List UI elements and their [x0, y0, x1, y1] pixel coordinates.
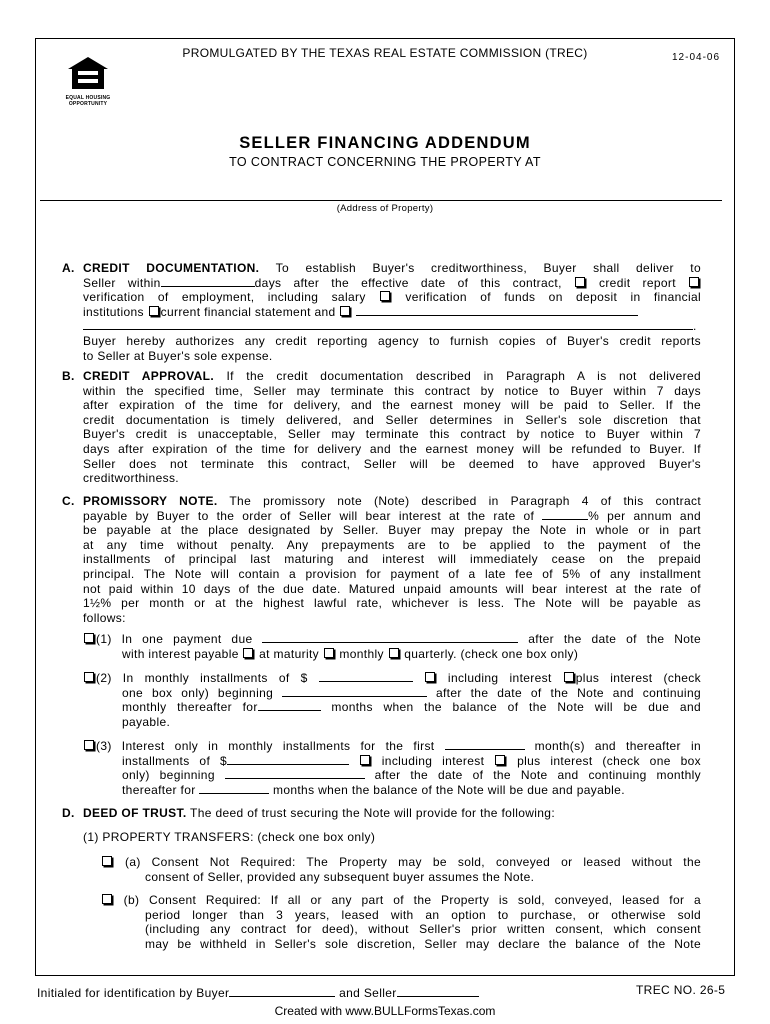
installment-amount-field[interactable]: [227, 754, 349, 765]
other-document-checkbox[interactable]: [340, 306, 350, 316]
other-document-field-2[interactable]: [83, 319, 693, 330]
form-date: 12-04-06: [672, 52, 721, 63]
section-b-heading: CREDIT APPROVAL.: [83, 369, 215, 383]
property-transfers-heading: (1) PROPERTY TRANSFERS: (check one box only): [83, 830, 376, 844]
section-b: CREDIT APPROVAL. If the credit documentation described in Paragraph A is not delivered within the specified time, Seller may terminate this contract by notice to Buyer within 7 days after expiration of the time for delivery, and the earnest money will be paid to Seller. If the credit documentation is timely delivered, and Seller determines in Seller's sole discretion that Buyer's credit is unacceptable, Seller may terminate this contract by notice to Buyer within 7 days after expiration of the time for delivery and the earnest money will be refunded to Buyer. If Seller does not terminate this contract, Seller will be deemed to have approved Buyer's creditworthiness.: [83, 369, 701, 486]
one-payment-due-field[interactable]: [262, 632, 518, 643]
initials-line: Initialed for identification by Buyer and Seller: [37, 986, 479, 1000]
logo-caption-1: EQUAL HOUSING: [65, 95, 111, 101]
quarterly-checkbox[interactable]: [389, 648, 399, 658]
consent-required-checkbox[interactable]: [102, 894, 112, 904]
option-3-plus-interest-checkbox[interactable]: [495, 755, 505, 765]
section-d-heading: DEED OF TRUST.: [83, 806, 187, 820]
address-field[interactable]: [40, 200, 722, 201]
option-3-months-field[interactable]: [199, 783, 269, 794]
section-d-label: D.: [62, 806, 75, 820]
section-c-label: C.: [62, 494, 75, 508]
section-a: CREDIT DOCUMENTATION. To establish Buyer's creditworthiness, Buyer shall deliver to Seller within days after the effective date of this contract, credit report verification of employment, including salary verification of funds on deposit in financial institutions current financial statement and . Buyer hereby authorizes any credit reporting agency to furnish copies of Buyer's credit reports to Seller at Buyer's sole expense.: [83, 261, 702, 363]
section-b-label: B.: [62, 369, 75, 383]
logo-caption-2: OPPORTUNITY: [68, 101, 108, 107]
address-caption: (Address of Property): [336, 203, 434, 214]
section-a-label: A.: [62, 261, 75, 275]
installments-beginning-field[interactable]: [282, 686, 427, 697]
including-interest-checkbox[interactable]: [425, 672, 435, 682]
buyer-initials-field[interactable]: [229, 986, 335, 997]
interest-only-months-field[interactable]: [445, 739, 525, 750]
document-subtitle: TO CONTRACT CONCERNING THE PROPERTY AT: [229, 155, 541, 169]
monthly-checkbox[interactable]: [324, 648, 334, 658]
credit-days-field[interactable]: [161, 276, 255, 287]
equal-housing-icon: [66, 56, 110, 90]
payment-option-2: (2) In monthly installments of $ including interest plus interest (check one box only) beginning after the date of the Note and continuing monthly thereafter for months when the balance of the Note will be due and payable.: [83, 671, 701, 729]
section-c-heading: PROMISSORY NOTE.: [83, 494, 218, 508]
interest-rate-field[interactable]: [542, 509, 588, 520]
credit-report-checkbox[interactable]: [575, 277, 585, 287]
section-a-heading: CREDIT DOCUMENTATION.: [83, 261, 260, 275]
form-number: TREC NO. 26-5: [636, 983, 726, 997]
section-d: DEED OF TRUST. The deed of trust securing the Note will provide for the following:: [83, 806, 556, 820]
option-1-checkbox[interactable]: [84, 633, 94, 643]
at-maturity-checkbox[interactable]: [243, 648, 253, 658]
consent-not-required: (a) Consent Not Required: The Property may be sold, conveyed or leased without the consent of Seller, provided any subsequent buyer assumes the Note.: [101, 855, 701, 884]
section-c: PROMISSORY NOTE. The promissory note (Note) described in Paragraph 4 of this contract payable by Buyer to the order of Seller will bear interest at the rate of % per annum and be payable at the place designated by Seller. Buyer may prepay the Note in whole or in part at any time without penalty. Any prepayments are to be applied to the payment of the installments of principal last maturing and interest will immediately cease on the prepaid principal. The Note will contain a provision for payment of a late fee of 5% of any installment not paid within 10 days of the due date. Matured unpaid amounts will bear interest at the rate of 1½% per month or at the highest lawful rate, whichever is less. The Note will be payable as follows:: [83, 494, 702, 625]
document-title: SELLER FINANCING ADDENDUM: [239, 134, 531, 152]
funds-deposit-checkbox[interactable]: [380, 291, 390, 301]
equal-housing-logo: [62, 56, 114, 107]
consent-required: (b) Consent Required: If all or any part of the Property is sold, conveyed, leased for a period longer than 3 years, leased with an option to purchase, or otherwise sold (including any contract for deed), without Seller's prior written consent, which consent may be withheld in Seller's sole discretion, Seller may declare the balance of the Note: [101, 893, 701, 951]
payment-option-3: (3) Interest only in monthly installments for the first month(s) and thereafter in installments of $ including interest plus interest (check one box only) beginning after the date of the Note and continuing monthly thereafter for months when the balance of the Note will be due and payable.: [83, 739, 701, 797]
option-3-including-interest-checkbox[interactable]: [360, 755, 370, 765]
employment-checkbox[interactable]: [689, 277, 699, 287]
installments-months-field[interactable]: [258, 700, 321, 711]
payment-option-1: (1) In one payment due after the date of the Note with interest payable at maturity monthly quarterly. (check one box only): [83, 632, 701, 661]
seller-initials-field[interactable]: [397, 986, 479, 997]
consent-not-required-checkbox[interactable]: [102, 856, 112, 866]
created-with-link[interactable]: Created with www.BULLFormsTexas.com: [274, 1004, 496, 1018]
monthly-installment-field[interactable]: [319, 671, 413, 682]
financial-statement-checkbox[interactable]: [149, 306, 159, 316]
option-2-checkbox[interactable]: [84, 672, 94, 682]
other-document-field[interactable]: [356, 305, 638, 316]
plus-interest-checkbox[interactable]: [564, 672, 574, 682]
promulgated-header: PROMULGATED BY THE TEXAS REAL ESTATE COMMISSION (TREC): [182, 46, 588, 60]
option-3-checkbox[interactable]: [84, 740, 94, 750]
option-3-beginning-field[interactable]: [225, 768, 365, 779]
